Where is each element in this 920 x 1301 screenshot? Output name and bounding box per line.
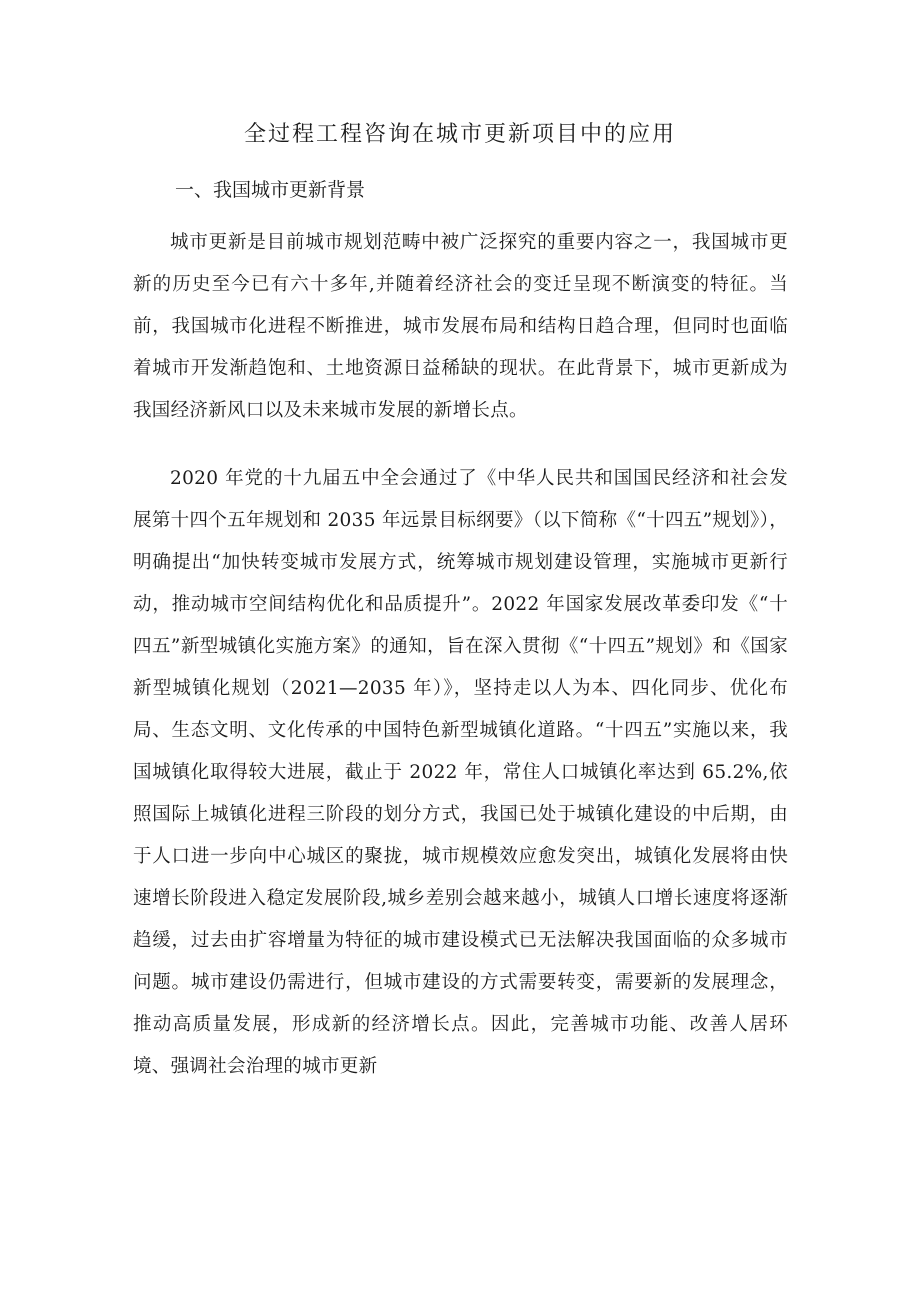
document-title: 全过程工程咨询在城市更新项目中的应用 (243, 122, 676, 147)
paragraph-1: 城市更新是目前城市规划范畴中被广泛探究的重要内容之一，我国城市更新的历史至今已有六十多年,并随着经济社会的变迁呈现不断演变的特征。当前，我国城市化进程不断推进，城市发展布局和结构日趋合理，但同时也面临着城市开发渐趋饱和、土地资源日益稀缺的现状。在此背景下，城市更新成为我国经济新风口以及未来城市发展的新增长点。 (133, 232, 788, 421)
paragraph-2: 2020 年党的十九届五中全会通过了《中华人民共和国国民经济和社会发展第十四个五年规划和 2035 年远景目标纲要》（以下简称《“十四五”规划》），明确提出“加快转变城市发展方式，统筹城市规划建设管理，实施城市更新行动，推动城市空间结构优化和品质提升”。2022 年国家发展改革委印发《“十四五”新型城镇化实施方案》的通知，旨在深入贯彻《“十四五”规划》和《国家新型城镇化规划（2021—2035 年）》，坚持走以人为本、四化同步、优化布局、生态文明、文化传承的中国特色新型城镇化道路。“十四五”实施以来，我国城镇化取得较大进展，截止于 2022 年，常住人口城镇化率达到 65.2%,依照国际上城镇化进程三阶段的划分方式，我国已处于城镇化建设的中后期，由于人口进一步向中心城区的聚拢，城市规模效应愈发突出，城镇化发展将由快速增长阶段进入稳定发展阶段,城乡差别会越来越小，城镇人口增长速度将逐渐趋缓，过去由扩容增量为特征的城市建设模式已无法解决我国面临的众多城市问题。城市建设仍需进行，但城市建设的方式需要转变，需要新的发展理念，推动高质量发展，形成新的经济增长点。因此，完善城市功能、改善人居环境、强调社会治理的城市更新 (133, 468, 788, 1077)
section-heading: 一、我国城市更新背景 (175, 179, 366, 201)
